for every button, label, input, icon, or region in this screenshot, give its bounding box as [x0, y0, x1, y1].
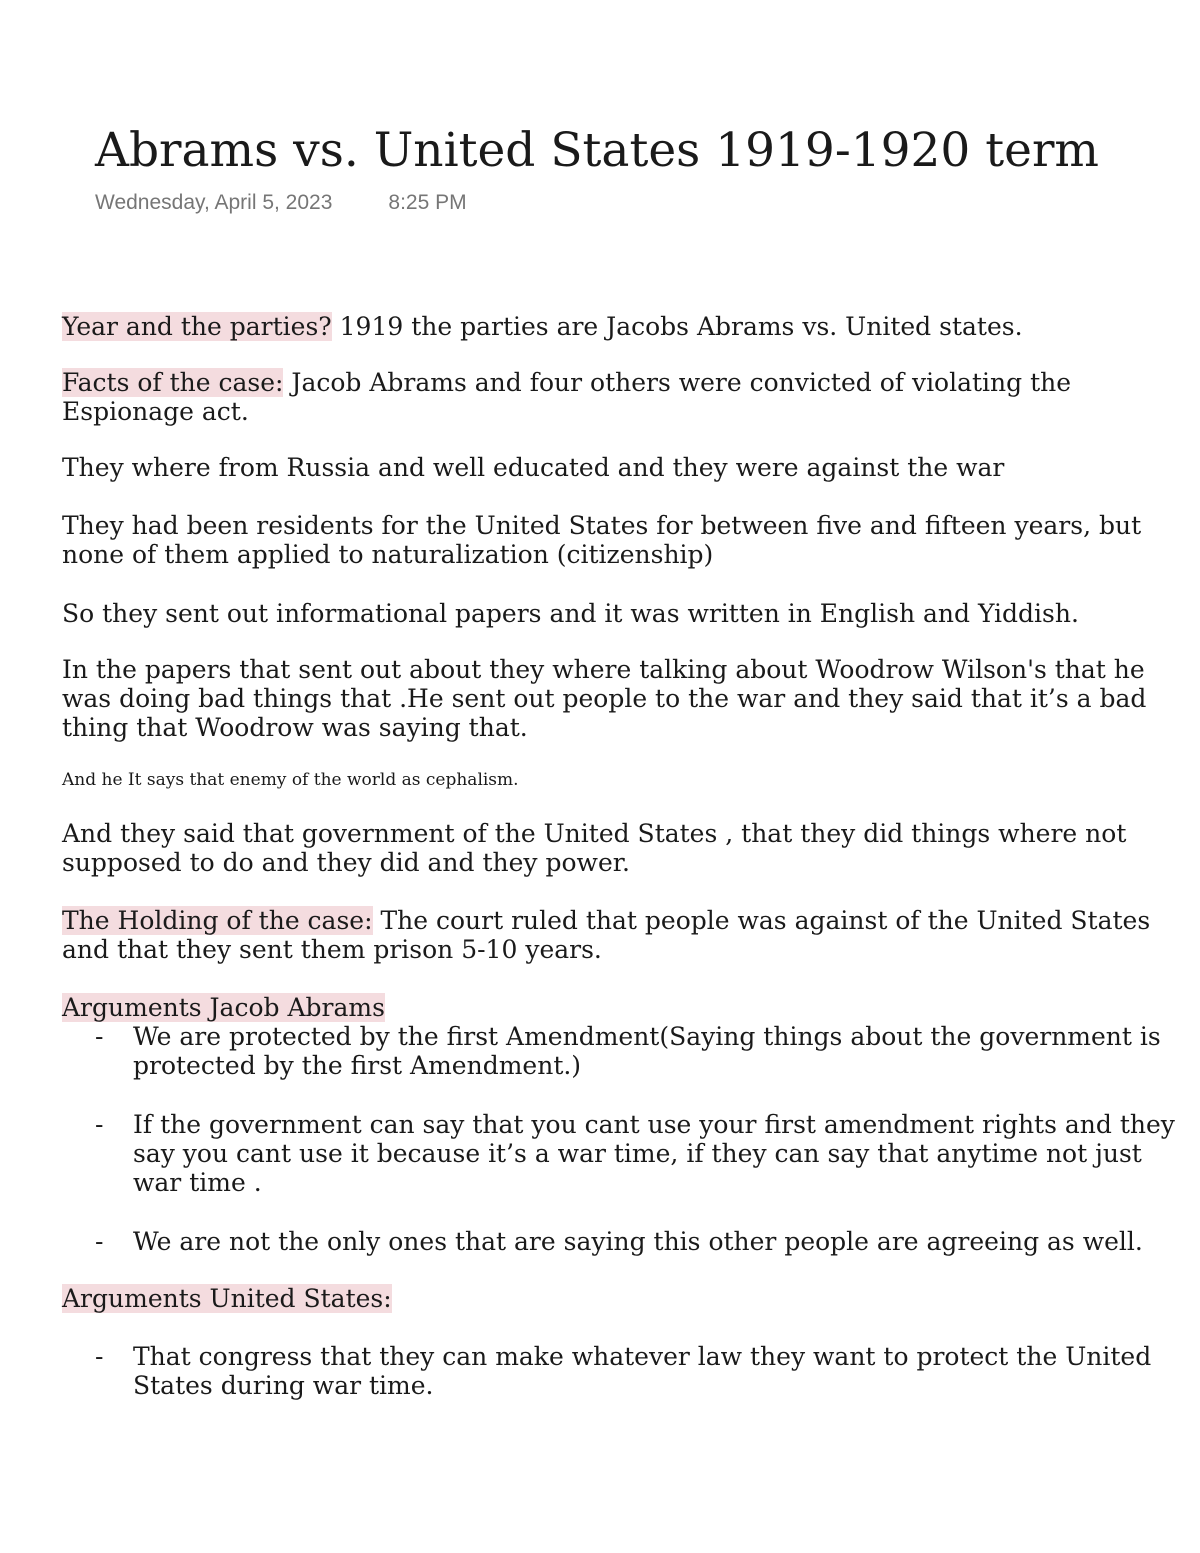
list-item	[62, 1110, 1177, 1197]
abrams-arguments-label: Arguments Jacob Abrams	[62, 993, 385, 1022]
holding-paragraph	[62, 906, 1177, 964]
government-paragraph: And they said that government of the United States , that they did things where not supposed to do and they did and they power.	[62, 819, 1127, 877]
holding-label: The Holding of the case:	[62, 906, 373, 935]
cephalism-paragraph: And he It says that enemy of the world as cephalism.	[62, 770, 519, 790]
list-item	[62, 1227, 1177, 1256]
bullet-dash: -	[95, 1022, 104, 1051]
facts-paragraph	[62, 368, 1177, 426]
bullet-text: That congress that they can make whatever law they want to protect the United States during war time.	[133, 1342, 1152, 1400]
year-parties-paragraph	[62, 312, 1177, 341]
bullet-text: We are not the only ones that are saying this other people are agreeing as well.	[133, 1227, 1143, 1256]
list-item	[62, 1022, 1177, 1080]
facts-label: Facts of the case:	[62, 368, 284, 397]
bullet-dash: -	[95, 1342, 104, 1371]
russia-paragraph: They where from Russia and well educated and they were against the war	[62, 453, 1005, 482]
holding-text: The court ruled that people was against of the United States and that they sent them prison 5-10 years.	[62, 906, 1151, 964]
year-parties-label: Year and the parties?	[62, 312, 332, 341]
page-title: Abrams vs. United States 1919-1920 term	[95, 123, 1099, 178]
bullet-text: We are protected by the first Amendment(Saying things about the government is protected by the first Amendment.)	[133, 1022, 1161, 1080]
papers-paragraph: So they sent out informational papers and it was written in English and Yiddish.	[62, 599, 1079, 628]
wilson-paragraph: In the papers that sent out about they where talking about Woodrow Wilson's that he was doing bad things that .He sent out people to the war and they said that it’s a bad thing that Woodrow was saying that.	[62, 655, 1147, 742]
bullet-dash: -	[95, 1110, 104, 1139]
facts-text: Jacob Abrams and four others were convicted of violating the Espionage act.	[62, 368, 1072, 426]
note-time: 8:25 PM	[388, 191, 467, 214]
abrams-arguments-heading	[62, 993, 1177, 1022]
year-parties-text: 1919 the parties are Jacobs Abrams vs. United states.	[331, 312, 1023, 341]
note-body	[62, 312, 1177, 1400]
bullet-dash: -	[95, 1227, 104, 1256]
residents-paragraph: They had been residents for the United States for between five and fifteen years, but none of them applied to naturalization (citizenship)	[62, 511, 1142, 569]
note-timestamp	[95, 190, 467, 216]
note-date: Wednesday, April 5, 2023	[95, 191, 333, 214]
us-arguments-heading	[62, 1284, 1177, 1313]
bullet-text: If the government can say that you cant use your first amendment rights and they say you cant use it because it’s a war time, if they can say that anytime not just war time .	[133, 1110, 1175, 1197]
list-item	[62, 1342, 1177, 1400]
us-arguments-label: Arguments United States:	[62, 1284, 392, 1313]
